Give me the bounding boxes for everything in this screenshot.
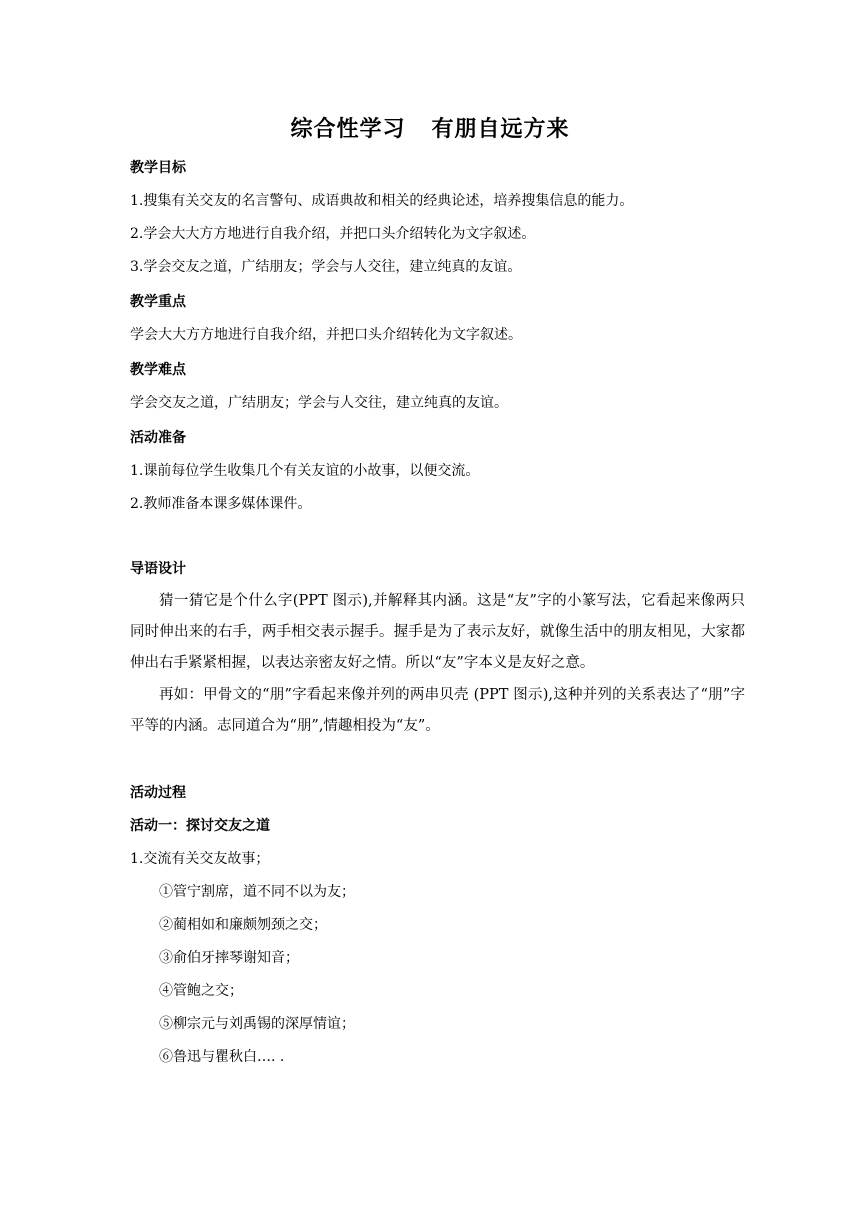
story-item: ③俞伯牙摔琴谢知音； <box>159 950 299 966</box>
heading-difficulty: 教学难点 <box>130 362 186 378</box>
heading-preparation: 活动准备 <box>130 430 186 446</box>
prep-item: 1.课前每位学生收集几个有关友谊的小故事，以便交流。 <box>130 463 480 479</box>
activity-step: 1.交流有关交友故事； <box>130 851 270 867</box>
intro-paragraph: 再如：甲骨文的“朋”字看起来像并列的两串贝壳 (PPT 图示),这种并列的关系表达了“朋”字平等的内涵。志同道合为“朋”,情趣相投为“友”。 <box>130 687 745 734</box>
document-body <box>130 158 745 1067</box>
goal-item: 1.搜集有关交友的名言警句、成语典故和相关的经典论述，培养搜集信息的能力。 <box>130 193 634 209</box>
heading-goals: 教学目标 <box>130 160 186 176</box>
heading-process: 活动过程 <box>130 785 186 801</box>
heading-key-points: 教学重点 <box>130 294 186 310</box>
story-item: ②蔺相如和廉颇刎颈之交； <box>159 917 327 933</box>
goal-item: 3.学会交友之道，广结朋友；学会与人交往，建立纯真的友谊。 <box>130 259 522 275</box>
difficulty-text: 学会交友之道，广结朋友；学会与人交往，建立纯真的友谊。 <box>130 395 508 411</box>
prep-item: 2.教师准备本课多媒体课件。 <box>130 496 312 512</box>
story-item: ④管鲍之交； <box>159 983 243 999</box>
heading-intro: 导语设计 <box>130 561 186 577</box>
goal-item: 2.学会大大方方地进行自我介绍，并把口头介绍转化为文字叙述。 <box>130 226 536 242</box>
intro-paragraph: 猜一猜它是个什么字(PPT 图示),并解释其内涵。这是“友”字的小篆写法，它看起来像两只同时伸出来的右手，两手相交表示握手。握手是为了表示友好，就像生活中的朋友相见，大家都伸出右手紧紧相握，以表达亲密友好之情。所以“友”字本义是友好之意。 <box>130 593 745 671</box>
page-title: 综合性学习 有朋自远方来 <box>290 117 570 142</box>
key-points-text: 学会大大方方地进行自我介绍，并把口头介绍转化为文字叙述。 <box>130 327 522 343</box>
heading-activity-one: 活动一：探讨交友之道 <box>130 818 270 834</box>
story-item: ①管宁割席，道不同不以为友； <box>159 884 355 900</box>
story-item: ⑥鲁迅与瞿秋白…. . <box>159 1049 285 1065</box>
story-item: ⑤柳宗元与刘禹锡的深厚情谊； <box>159 1016 355 1032</box>
